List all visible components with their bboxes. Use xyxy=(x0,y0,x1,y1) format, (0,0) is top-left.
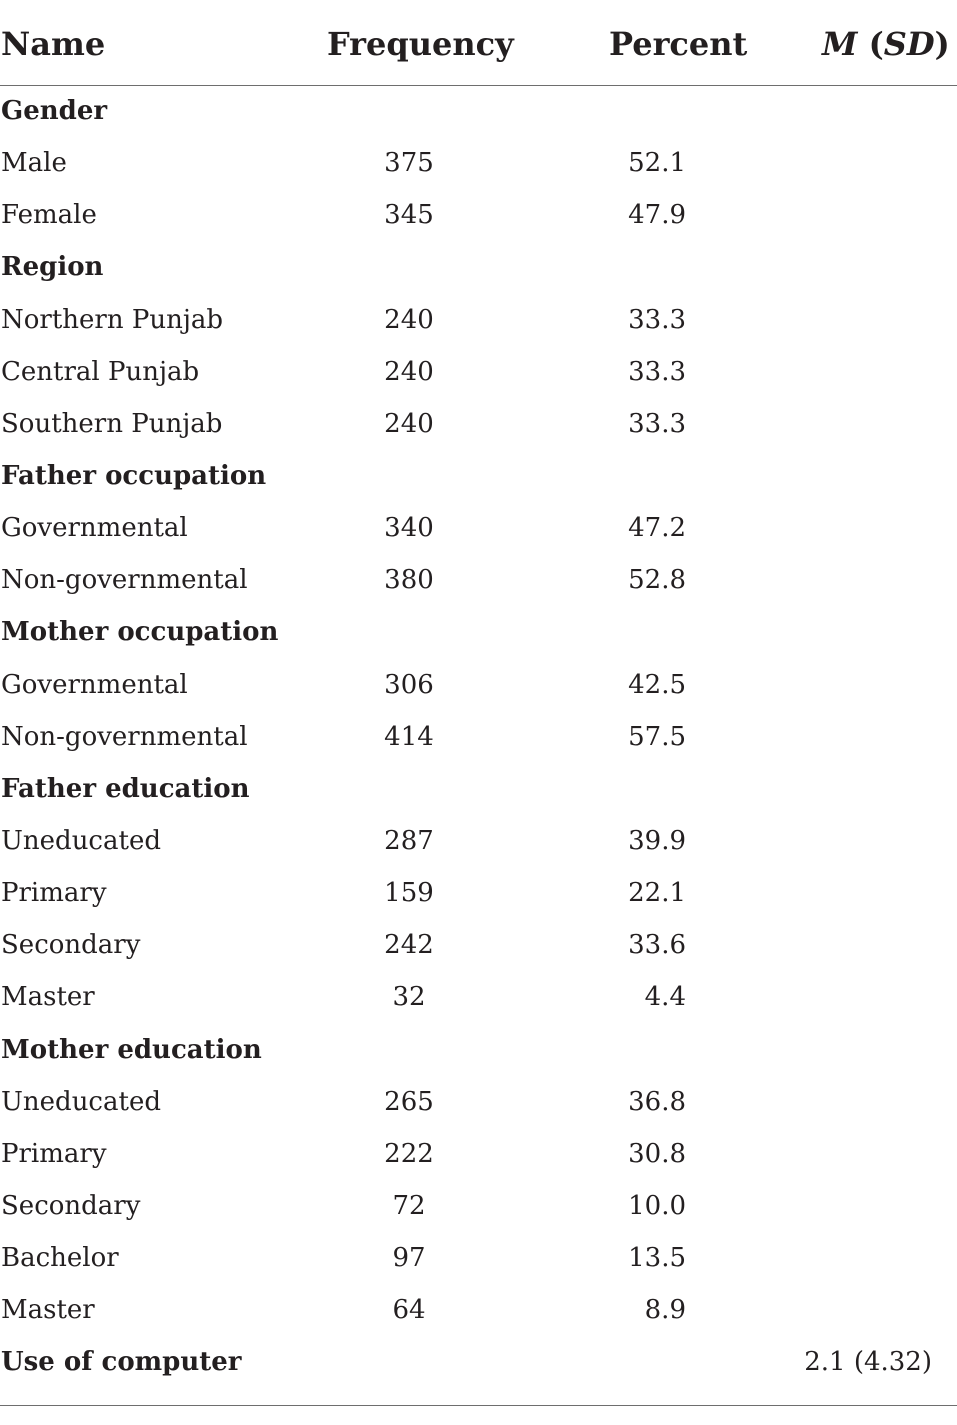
cell-percent: 52.1 xyxy=(628,148,686,179)
cell-frequency: 414 xyxy=(384,721,434,752)
header-mean: M xyxy=(822,25,858,63)
cell-frequency: 375 xyxy=(384,148,434,179)
cell-percent: 33.3 xyxy=(628,408,686,439)
section-row xyxy=(0,606,957,658)
table-row xyxy=(0,1128,957,1180)
cell-frequency: 340 xyxy=(384,513,434,544)
table-row xyxy=(0,398,957,450)
cell-name: Female xyxy=(1,200,97,231)
cell-frequency: 240 xyxy=(384,304,434,335)
cell-name: Uneducated xyxy=(1,825,161,856)
cell-frequency: 242 xyxy=(384,930,434,961)
cell-frequency: 265 xyxy=(384,1086,434,1117)
table-row xyxy=(0,711,957,763)
cell-frequency: 240 xyxy=(384,356,434,387)
table-row xyxy=(0,554,957,606)
cell-name: Use of computer xyxy=(1,1347,242,1378)
header-mean-sd: M (SD) xyxy=(822,25,950,63)
cell-percent: 42.5 xyxy=(628,669,686,700)
table-row xyxy=(0,971,957,1023)
cell-name: Secondary xyxy=(1,1190,141,1221)
section-row xyxy=(0,450,957,502)
cell-mean-sd: 2.1 (4.32) xyxy=(804,1347,932,1378)
table-row xyxy=(0,1232,957,1284)
header-percent: Percent xyxy=(609,25,748,63)
table-row xyxy=(0,1076,957,1128)
cell-frequency: 64 xyxy=(392,1295,426,1326)
cell-percent: 57.5 xyxy=(628,721,686,752)
cell-percent: 13.5 xyxy=(628,1243,686,1274)
cell-name: Southern Punjab xyxy=(1,408,223,439)
cell-name: Northern Punjab xyxy=(1,304,224,335)
cell-name: Central Punjab xyxy=(1,356,200,387)
cell-name: Father education xyxy=(1,773,250,804)
table-row xyxy=(0,189,957,241)
cell-percent: 33.6 xyxy=(628,930,686,961)
table-row xyxy=(0,1284,957,1336)
cell-frequency: 240 xyxy=(384,408,434,439)
cell-name: Primary xyxy=(1,1138,107,1169)
cell-name: Mother occupation xyxy=(1,617,279,648)
table-row xyxy=(0,867,957,919)
cell-percent: 4.4 xyxy=(644,982,686,1013)
cell-percent: 10.0 xyxy=(628,1190,686,1221)
cell-percent: 22.1 xyxy=(628,878,686,909)
cell-name: Governmental xyxy=(1,669,188,700)
cell-percent: 33.3 xyxy=(628,304,686,335)
cell-name: Father occupation xyxy=(1,460,267,491)
cell-percent: 47.2 xyxy=(628,513,686,544)
table-row xyxy=(0,659,957,711)
cell-name: Uneducated xyxy=(1,1086,161,1117)
header-name: Name xyxy=(1,25,106,63)
table-row xyxy=(0,919,957,971)
bottom-rule xyxy=(0,1405,957,1406)
table-row xyxy=(0,1180,957,1232)
cell-percent: 8.9 xyxy=(644,1295,686,1326)
cell-percent: 36.8 xyxy=(628,1086,686,1117)
cell-name: Mother education xyxy=(1,1034,262,1065)
cell-frequency: 72 xyxy=(392,1190,426,1221)
cell-frequency: 97 xyxy=(392,1243,426,1274)
header-frequency: Frequency xyxy=(327,25,514,63)
cell-name: Master xyxy=(1,982,95,1013)
cell-frequency: 222 xyxy=(384,1138,434,1169)
table-row xyxy=(0,137,957,189)
cell-name: Governmental xyxy=(1,513,188,544)
cell-name: Non-governmental xyxy=(1,721,248,752)
cell-frequency: 306 xyxy=(384,669,434,700)
cell-name: Bachelor xyxy=(1,1243,119,1274)
cell-percent: 30.8 xyxy=(628,1138,686,1169)
cell-name: Master xyxy=(1,1295,95,1326)
cell-percent: 47.9 xyxy=(628,200,686,231)
cell-name: Non-governmental xyxy=(1,565,248,596)
table-row xyxy=(0,294,957,346)
cell-name: Secondary xyxy=(1,930,141,961)
cell-name: Primary xyxy=(1,878,107,909)
table-body xyxy=(0,85,957,1389)
cell-frequency: 159 xyxy=(384,878,434,909)
section-row xyxy=(0,85,957,137)
cell-percent: 33.3 xyxy=(628,356,686,387)
header-sd: SD xyxy=(883,25,935,63)
table-row xyxy=(0,502,957,554)
table-header xyxy=(0,0,957,86)
section-row xyxy=(0,1336,957,1388)
section-row xyxy=(0,241,957,293)
table-row xyxy=(0,815,957,867)
section-row xyxy=(0,1024,957,1076)
cell-name: Gender xyxy=(1,96,108,126)
cell-frequency: 32 xyxy=(392,982,426,1013)
cell-frequency: 287 xyxy=(384,825,434,856)
cell-name: Region xyxy=(1,252,104,283)
cell-name: Male xyxy=(1,148,67,179)
cell-percent: 52.8 xyxy=(628,565,686,596)
section-row xyxy=(0,763,957,815)
cell-frequency: 380 xyxy=(384,565,434,596)
cell-percent: 39.9 xyxy=(628,825,686,856)
table-row xyxy=(0,346,957,398)
cell-frequency: 345 xyxy=(384,200,434,231)
